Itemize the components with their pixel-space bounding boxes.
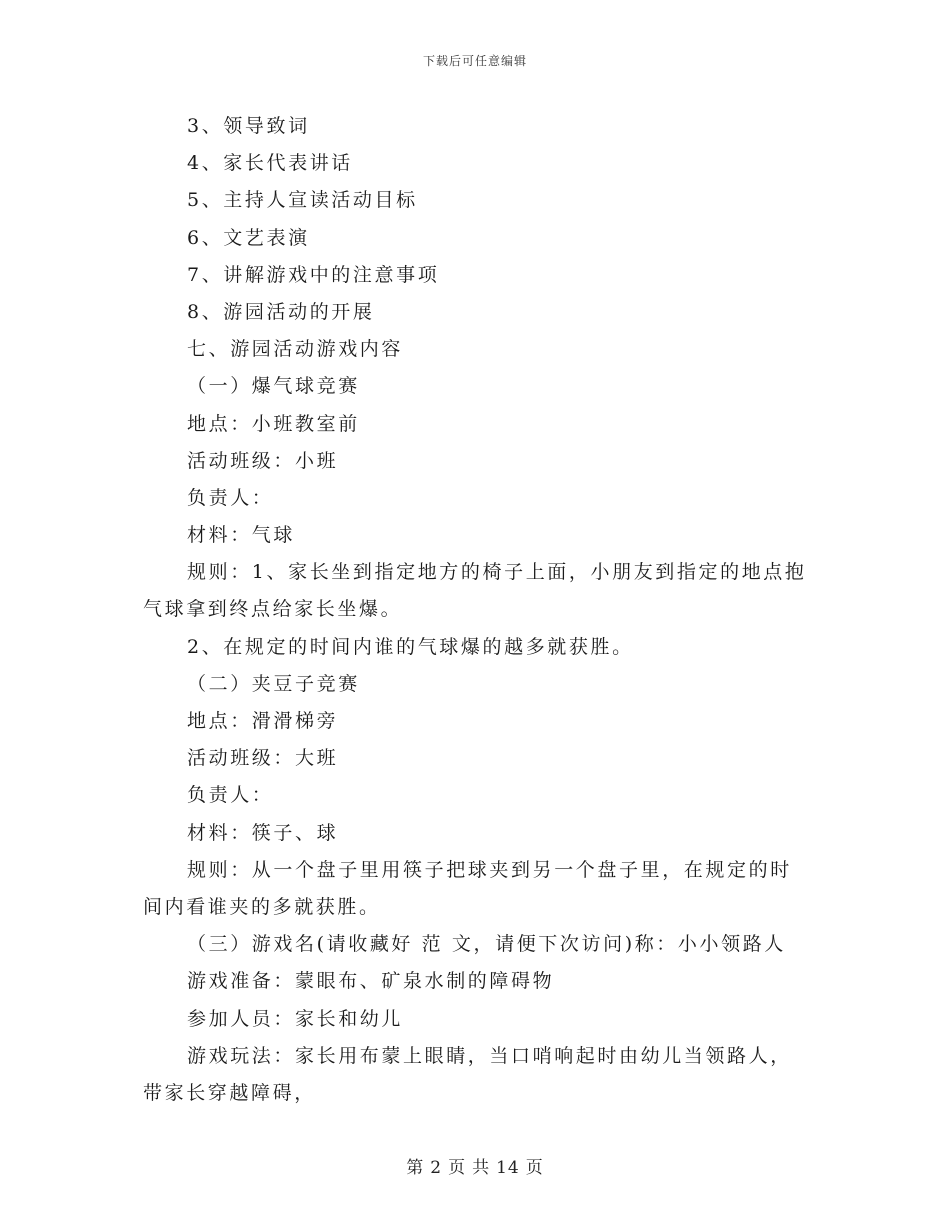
document-body bbox=[143, 108, 823, 1112]
footer-label-page: 第 bbox=[406, 1158, 425, 1178]
footer-label-total: 共 bbox=[472, 1158, 491, 1178]
text-line: 活动班级：大班 bbox=[187, 747, 339, 770]
text-line: 气球拿到终点给家长坐爆。 bbox=[143, 598, 403, 621]
text-line: 负责人： bbox=[187, 486, 274, 509]
text-line: 活动班级：小班 bbox=[187, 449, 339, 472]
page-header: 下载后可任意编辑 bbox=[422, 54, 527, 68]
text-line: 负责人： bbox=[187, 784, 274, 807]
text-line: 4、家长代表讲话 bbox=[187, 152, 353, 175]
text-line: 规则：1、家长坐到指定地方的椅子上面，小朋友到指定的地点抱 bbox=[187, 561, 807, 584]
footer-label-unit2: 页 bbox=[525, 1158, 544, 1178]
text-line: 7、讲解游戏中的注意事项 bbox=[187, 263, 440, 286]
text-line: 带家长穿越障碍， bbox=[143, 1081, 316, 1104]
text-line: 游戏准备：蒙眼布、矿泉水制的障碍物 bbox=[187, 970, 555, 993]
subsection-heading: （二）夹豆子竞赛 bbox=[187, 672, 360, 695]
text-line: 参加人员：家长和幼儿 bbox=[187, 1007, 404, 1030]
current-page-number: 2 bbox=[430, 1158, 443, 1178]
text-line: 6、文艺表演 bbox=[187, 226, 310, 249]
text-line: 材料：气球 bbox=[187, 524, 296, 547]
page-footer bbox=[0, 1153, 950, 1178]
subsection-heading: （三）游戏名(请收藏好 范 文，请便下次访问)称：小小领路人 bbox=[187, 933, 786, 956]
text-line: 材料：筷子、球 bbox=[187, 821, 339, 844]
subsection-heading: （一）爆气球竞赛 bbox=[187, 375, 360, 398]
text-line: 5、主持人宣读活动目标 bbox=[187, 189, 418, 212]
text-line: 地点：滑滑梯旁 bbox=[187, 710, 339, 732]
text-line: 地点：小班教室前 bbox=[187, 412, 360, 435]
text-line: 游戏玩法：家长用布蒙上眼睛，当口哨响起时由幼儿当领路人， bbox=[187, 1044, 792, 1067]
text-line: 3、领导致词 bbox=[187, 115, 310, 137]
text-line: 间内看谁夹的多就获胜。 bbox=[143, 895, 381, 918]
section-heading: 七、游园活动游戏内容 bbox=[187, 338, 404, 361]
text-line: 8、游园活动的开展 bbox=[187, 300, 375, 323]
total-pages-number: 14 bbox=[496, 1158, 520, 1178]
text-line: 2、在规定的时间内谁的气球爆的越多就获胜。 bbox=[187, 635, 634, 658]
text-line: 规则：从一个盘子里用筷子把球夹到另一个盘子里，在规定的时 bbox=[187, 858, 792, 881]
footer-label-unit: 页 bbox=[448, 1158, 467, 1178]
